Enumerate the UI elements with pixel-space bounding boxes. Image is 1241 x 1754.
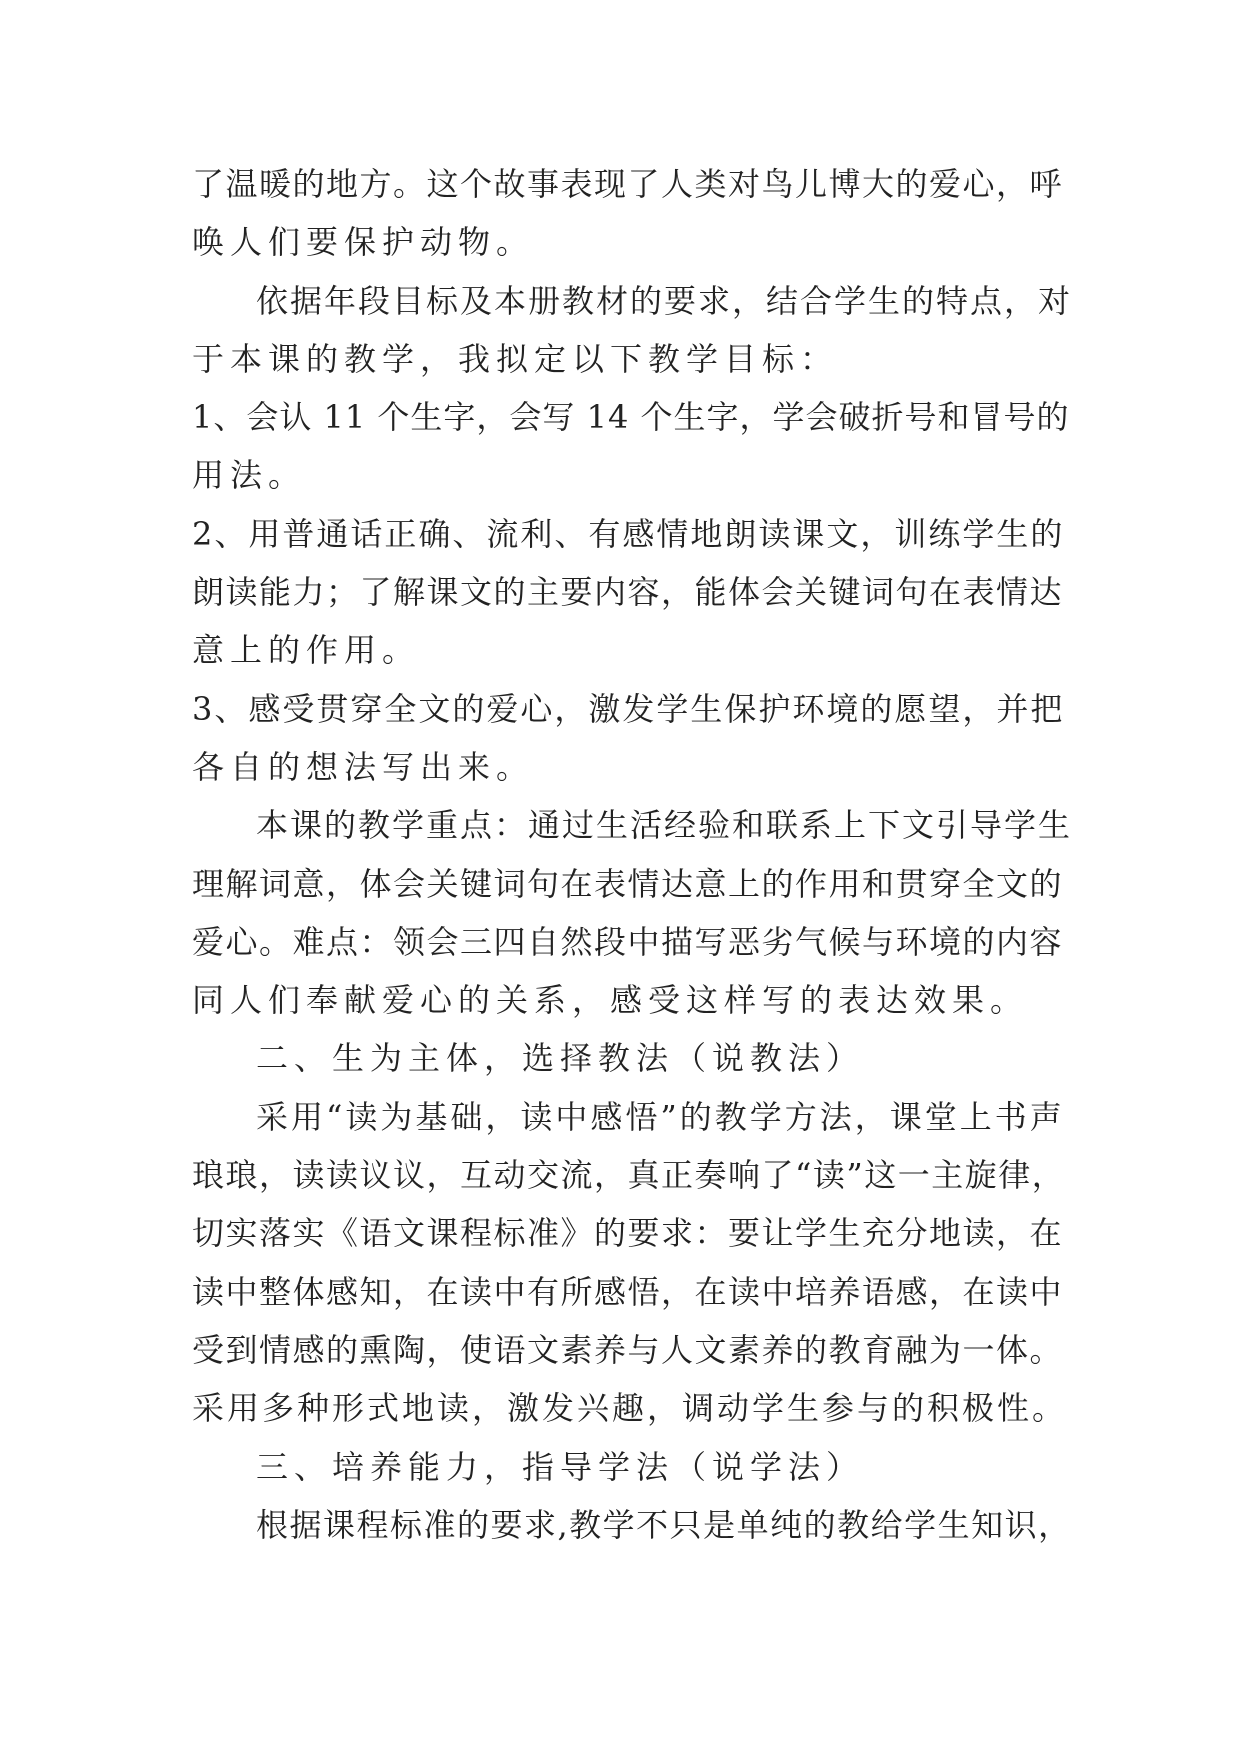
text-line: 3、感受贯穿全文的爱心，激发学生保护环境的愿望，并把 [192, 689, 1065, 728]
text-line: 根据课程标准的要求,教学不只是单纯的教给学生知识， [256, 1505, 1072, 1544]
text-line: 采用“读为基础，读中感悟”的教学方法，课堂上书声 [256, 1097, 1065, 1136]
text-line: 依据年段目标及本册教材的要求，结合学生的特点，对 [256, 281, 1073, 320]
section-heading: 三、培养能力，指导学法（说学法） [256, 1447, 865, 1486]
text-line: 爱心。难点：领会三四自然段中描写恶劣气候与环境的内容 [192, 922, 1064, 961]
document-body [192, 155, 1072, 1554]
text-line: 1、会认 11 个生字，会写 14 个生字，学会破折号和冒号的 [192, 398, 1070, 437]
text-line: 朗读能力；了解课文的主要内容，能体会关键词句在表情达 [192, 573, 1064, 612]
text-line: 同人们奉献爱心的关系，感受这样写的表达效果。 [192, 981, 1029, 1020]
text-line: 受到情感的熏陶，使语文素养与人文素养的教育融为一体。 [192, 1330, 1064, 1369]
text-line: 2、用普通话正确、流利、有感情地朗读课文，训练学生的 [192, 514, 1065, 553]
section-heading: 二、生为主体，选择教法（说教法） [256, 1039, 865, 1078]
text-line: 唤人们要保护动物。 [192, 223, 535, 262]
text-line: 读中整体感知，在读中有所感悟，在读中培养语感，在读中 [192, 1272, 1064, 1311]
text-line: 本课的教学重点：通过生活经验和联系上下文引导学生 [256, 806, 1073, 845]
text-line: 理解词意，体会关键词句在表情达意上的作用和贯穿全文的 [192, 864, 1064, 903]
text-line: 于本课的教学，我拟定以下教学目标： [192, 339, 839, 378]
text-line: 采用多种形式地读，激发兴趣，调动学生参与的积极性。 [192, 1389, 1068, 1428]
text-line: 各自的想法写出来。 [192, 747, 535, 786]
text-line: 了温暖的地方。这个故事表现了人类对鸟儿博大的爱心，呼 [192, 165, 1064, 203]
text-line: 切实落实《语文课程标准》的要求：要让学生充分地读，在 [192, 1214, 1064, 1253]
text-line: 琅琅，读读议议，互动交流，真正奏响了“读”这一主旋律， [192, 1156, 1066, 1195]
text-line: 用法。 [192, 456, 307, 495]
text-line: 意上的作用。 [192, 631, 421, 670]
